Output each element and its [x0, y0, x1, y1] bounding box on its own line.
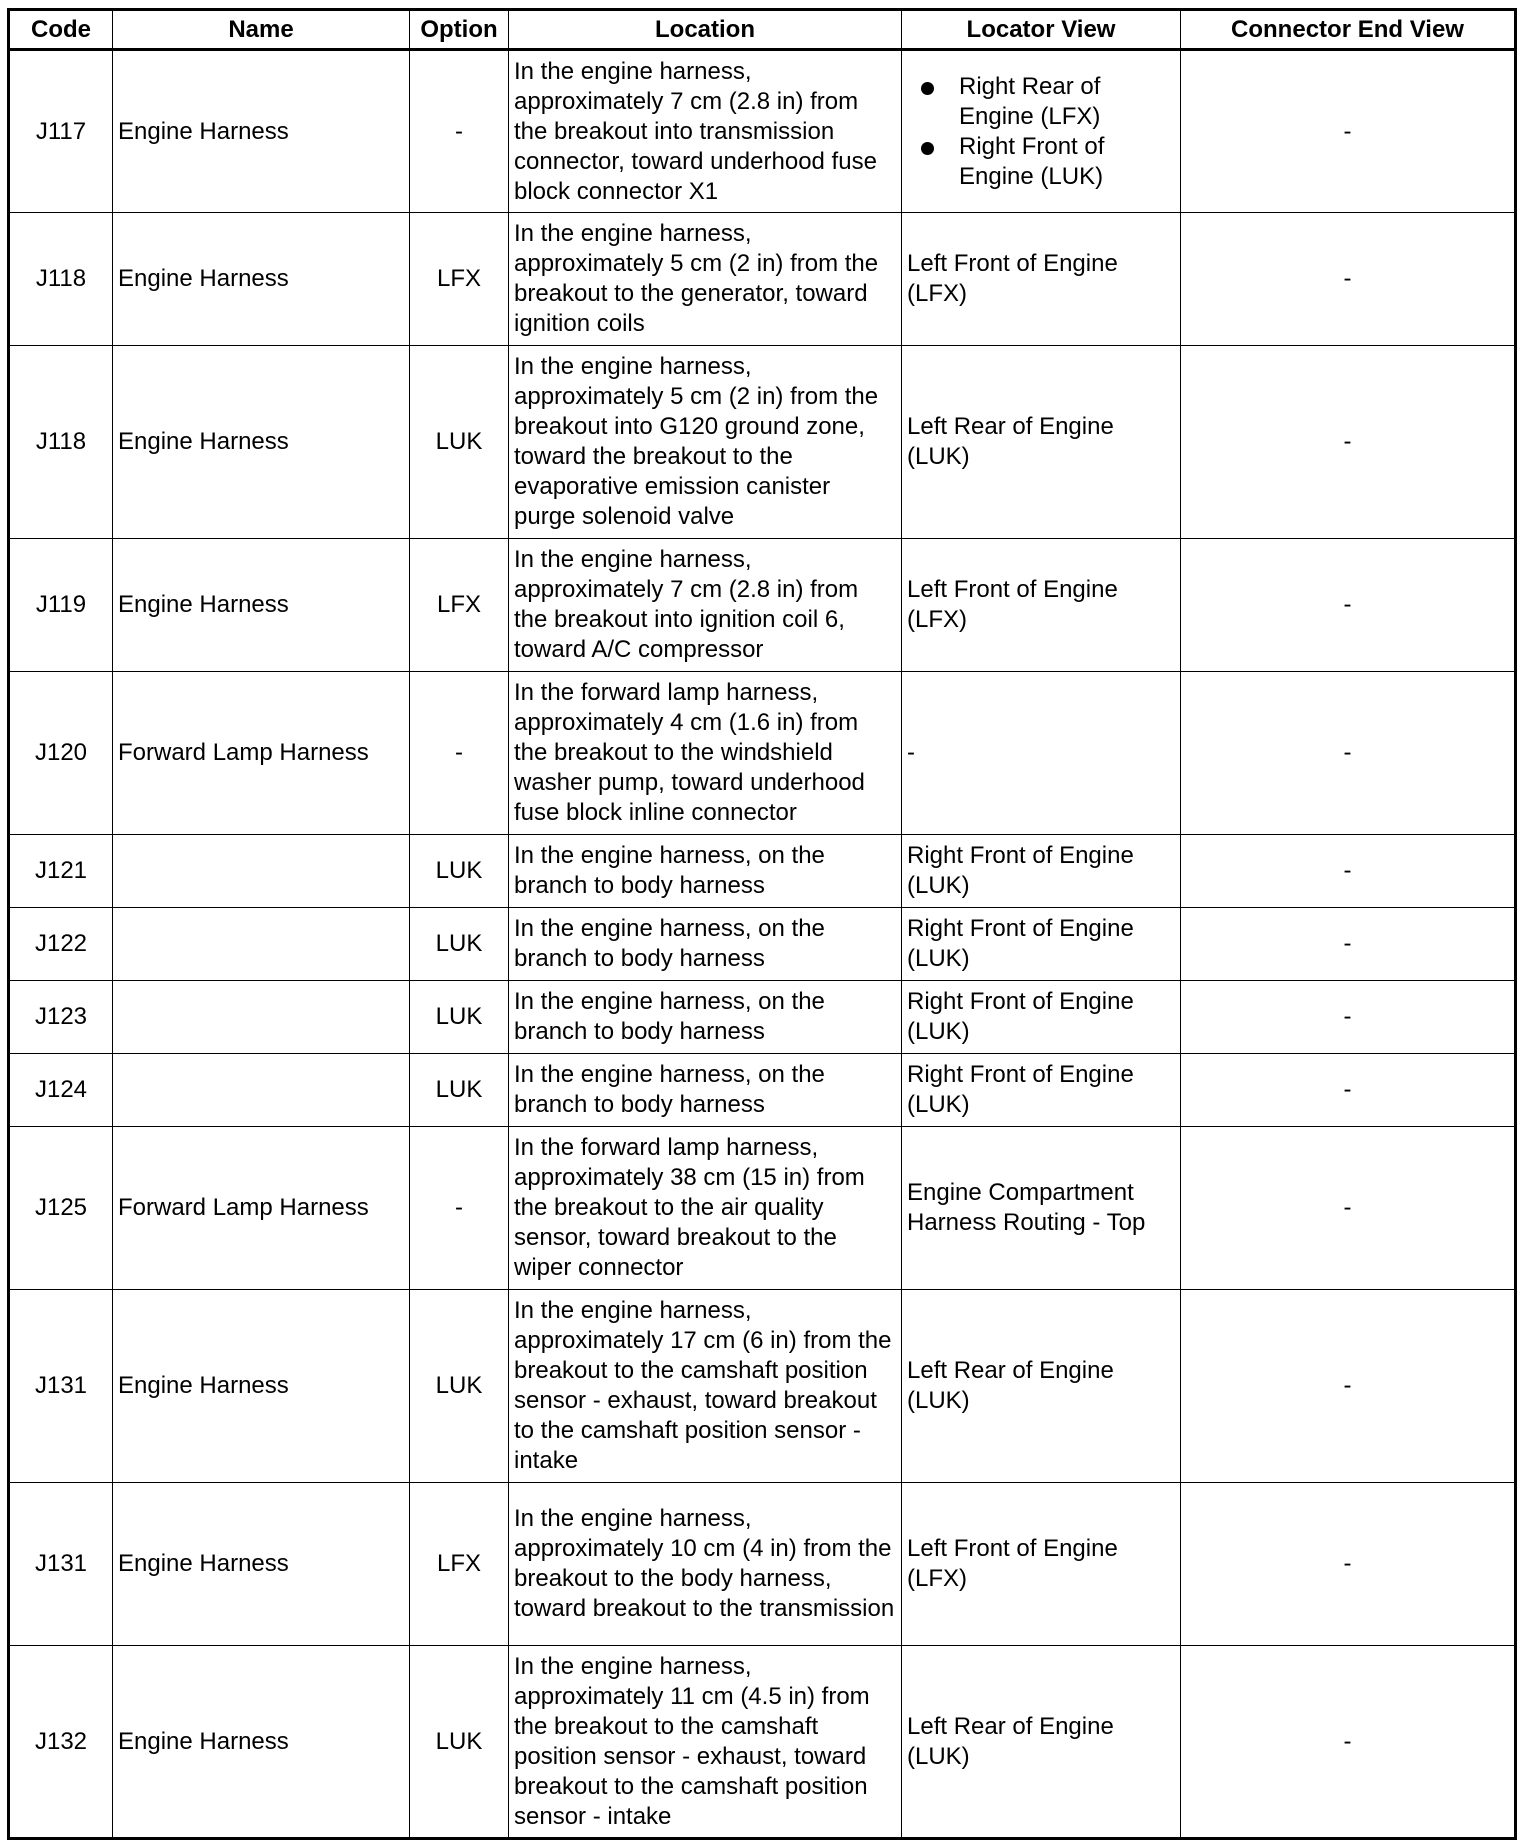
cell-name [113, 1054, 410, 1127]
cell-location: In the engine harness, on the branch to body harness [509, 908, 902, 981]
cell-option: LUK [410, 1646, 509, 1839]
table-row [9, 908, 1516, 981]
cell-option: LUK [410, 1290, 509, 1483]
cell-location: In the engine harness, approximately 11 cm (4.5 in) from the breakout to the camshaft position sensor - exhaust, toward breakout to the camshaft position sensor - intake [509, 1646, 902, 1839]
header-location: Location [509, 10, 902, 50]
cell-location: In the forward lamp harness, approximately 38 cm (15 in) from the breakout to the air quality sensor, toward breakout to the wiper connector [509, 1127, 902, 1290]
cell-connector-end-view: - [1181, 672, 1516, 835]
table-row [9, 539, 1516, 672]
header-locator-view: Locator View [902, 10, 1181, 50]
cell-name [113, 981, 410, 1054]
cell-location: In the engine harness, approximately 7 cm (2.8 in) from the breakout into ignition coil 6, toward A/C compressor [509, 539, 902, 672]
list-item-label: Right Front of Engine (LUK) [959, 132, 1105, 190]
list-item-label: Right Rear of Engine (LFX) [959, 72, 1101, 130]
cell-locator-view: Right Front of Engine (LUK) [902, 981, 1181, 1054]
locator-view-list [907, 72, 1175, 192]
cell-code: J117 [9, 50, 113, 213]
cell-name: Forward Lamp Harness [113, 672, 410, 835]
cell-code: J131 [9, 1290, 113, 1483]
cell-connector-end-view: - [1181, 1290, 1516, 1483]
cell-option: LFX [410, 1483, 509, 1646]
cell-code: J118 [9, 346, 113, 539]
cell-name: Engine Harness [113, 213, 410, 346]
cell-location: In the engine harness, approximately 5 cm (2 in) from the breakout to the generator, toward ignition coils [509, 213, 902, 346]
table-row [9, 1054, 1516, 1127]
cell-option: LFX [410, 213, 509, 346]
cell-code: J118 [9, 213, 113, 346]
cell-locator-view: Engine Compartment Harness Routing - Top [902, 1127, 1181, 1290]
cell-location: In the engine harness, on the branch to body harness [509, 835, 902, 908]
cell-option: - [410, 1127, 509, 1290]
cell-location: In the engine harness, approximately 7 cm (2.8 in) from the breakout into transmission connector, toward underhood fuse block connector X1 [509, 50, 902, 213]
header-connector-end-view: Connector End View [1181, 10, 1516, 50]
table-row [9, 1646, 1516, 1839]
cell-connector-end-view: - [1181, 1054, 1516, 1127]
table-row [9, 1127, 1516, 1290]
cell-locator-view: Left Rear of Engine (LUK) [902, 1646, 1181, 1839]
cell-location: In the engine harness, approximately 10 cm (4 in) from the breakout to the body harness, toward breakout to the transmission [509, 1483, 902, 1646]
cell-name: Engine Harness [113, 1290, 410, 1483]
cell-name: Forward Lamp Harness [113, 1127, 410, 1290]
cell-location: In the engine harness, approximately 17 cm (6 in) from the breakout to the camshaft position sensor - exhaust, toward breakout to the camshaft position sensor - intake [509, 1290, 902, 1483]
cell-name: Engine Harness [113, 50, 410, 213]
cell-locator-view: Left Front of Engine (LFX) [902, 539, 1181, 672]
cell-connector-end-view: - [1181, 1127, 1516, 1290]
cell-locator-view: Right Front of Engine (LUK) [902, 908, 1181, 981]
cell-code: J132 [9, 1646, 113, 1839]
table-row [9, 1483, 1516, 1646]
cell-connector-end-view: - [1181, 981, 1516, 1054]
cell-code: J122 [9, 908, 113, 981]
cell-code: J131 [9, 1483, 113, 1646]
cell-locator-view: - [902, 672, 1181, 835]
cell-location: In the engine harness, on the branch to body harness [509, 1054, 902, 1127]
cell-locator-view: Left Front of Engine (LFX) [902, 1483, 1181, 1646]
cell-name: Engine Harness [113, 539, 410, 672]
table-row [9, 981, 1516, 1054]
header-row [9, 10, 1516, 50]
cell-connector-end-view: - [1181, 346, 1516, 539]
cell-option: - [410, 672, 509, 835]
cell-locator-view: Left Front of Engine (LFX) [902, 213, 1181, 346]
cell-locator-view: Left Rear of Engine (LUK) [902, 346, 1181, 539]
cell-connector-end-view: - [1181, 908, 1516, 981]
cell-location: In the engine harness, approximately 5 cm (2 in) from the breakout into G120 ground zone, toward the breakout to the evaporative emission canister purge solenoid valve [509, 346, 902, 539]
splice-table [7, 8, 1517, 1840]
list-item [921, 132, 1175, 192]
table-row [9, 50, 1516, 213]
bullet-icon [921, 142, 934, 155]
table-row [9, 1290, 1516, 1483]
cell-option: LUK [410, 981, 509, 1054]
cell-name: Engine Harness [113, 346, 410, 539]
cell-locator-view [902, 50, 1181, 213]
cell-option: LUK [410, 346, 509, 539]
cell-name: Engine Harness [113, 1646, 410, 1839]
table-row [9, 835, 1516, 908]
cell-locator-view: Right Front of Engine (LUK) [902, 835, 1181, 908]
cell-connector-end-view: - [1181, 1483, 1516, 1646]
cell-connector-end-view: - [1181, 835, 1516, 908]
cell-option: - [410, 50, 509, 213]
cell-code: J123 [9, 981, 113, 1054]
cell-name [113, 908, 410, 981]
cell-name: Engine Harness [113, 1483, 410, 1646]
cell-code: J119 [9, 539, 113, 672]
cell-option: LFX [410, 539, 509, 672]
cell-code: J124 [9, 1054, 113, 1127]
list-item [921, 72, 1175, 132]
table-row [9, 346, 1516, 539]
cell-location: In the engine harness, on the branch to body harness [509, 981, 902, 1054]
cell-location: In the forward lamp harness, approximately 4 cm (1.6 in) from the breakout to the windshield washer pump, toward underhood fuse block inline connector [509, 672, 902, 835]
cell-locator-view: Left Rear of Engine (LUK) [902, 1290, 1181, 1483]
cell-code: J120 [9, 672, 113, 835]
bullet-icon [921, 82, 934, 95]
table-row [9, 672, 1516, 835]
cell-option: LUK [410, 835, 509, 908]
cell-code: J125 [9, 1127, 113, 1290]
cell-option: LUK [410, 908, 509, 981]
header-option: Option [410, 10, 509, 50]
cell-option: LUK [410, 1054, 509, 1127]
cell-connector-end-view: - [1181, 539, 1516, 672]
cell-connector-end-view: - [1181, 213, 1516, 346]
cell-connector-end-view: - [1181, 1646, 1516, 1839]
cell-name [113, 835, 410, 908]
header-name: Name [113, 10, 410, 50]
header-code: Code [9, 10, 113, 50]
cell-code: J121 [9, 835, 113, 908]
cell-connector-end-view: - [1181, 50, 1516, 213]
cell-locator-view: Right Front of Engine (LUK) [902, 1054, 1181, 1127]
table-row [9, 213, 1516, 346]
